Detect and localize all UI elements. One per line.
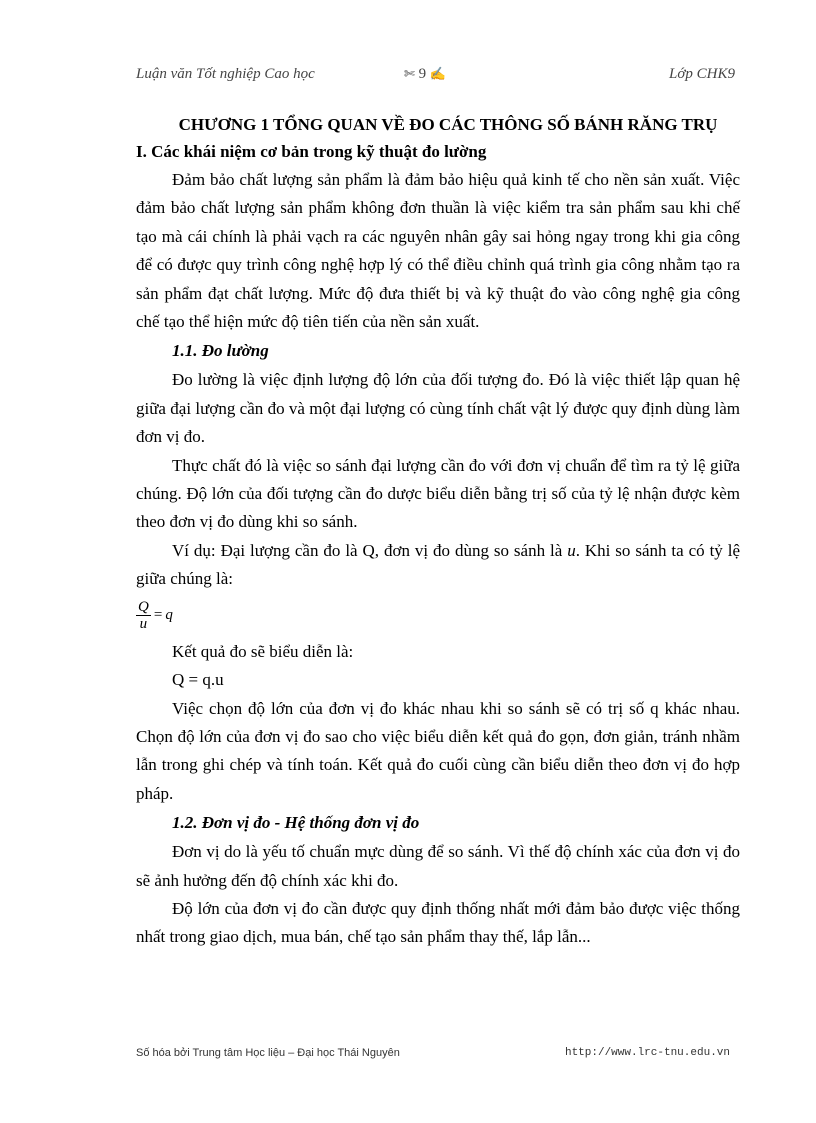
ratio-formula: [136, 594, 173, 638]
header-left-text: Luận văn Tốt nghiệp Cao học: [136, 66, 315, 82]
footer-left-text: Số hóa bởi Trung tâm Học liệu – Đại học Thái Nguyên: [136, 1047, 400, 1059]
header-page-number: [404, 66, 446, 83]
footer-url: http://www.lrc-tnu.edu.vn: [564, 1047, 730, 1059]
chapter-title: CHƯƠNG 1 TỔNG QUAN VỀ ĐO CÁC THÔNG SỐ BÁNH RĂNG TRỤ: [178, 115, 718, 134]
paragraph-3: Thực chất đó là việc so sánh đại lượng cần đo với đơn vị chuẩn để tìm ra tỷ lệ giữa chúng. Độ lớn của đối tượng cần đo dược biểu diễn bằng trị số của tỷ lệ nhận được kèm theo đơn vị đo dùng khi so sánh.: [136, 455, 740, 532]
paragraph-8: Đơn vị do là yếu tố chuẩn mực dùng để so sánh. Vì thế độ chính xác của đơn vị đo sẽ ảnh hưởng đến độ chính xác khi đo.: [136, 842, 740, 890]
subsection-title-1-1: 1.1. Đo lường: [172, 341, 269, 361]
pencil-icon: ✍: [429, 66, 447, 81]
paragraph-4-b: . Khi so sánh ta có tỷ lệ giữa chúng là:: [136, 540, 740, 589]
paragraph-7: Việc chọn độ lớn của đơn vị đo khác nhau khi so sánh sẽ có trị số q khác nhau. Chọn độ lớn của đơn vị đo sao cho việc biểu diễn kết quả đo gọn, đơn giản, tránh nhầm lẫn trong ghi chép và tính toán. Kết quả đo cuối cùng cần biểu diễn theo đơn vị đo hợp pháp.: [136, 698, 740, 803]
page-number: 9: [418, 66, 427, 82]
formula-numerator: Q: [138, 599, 149, 616]
formula-denominator: u: [139, 616, 148, 633]
unit-symbol: u: [567, 540, 576, 560]
paragraph-4: [136, 537, 740, 594]
page-content: [136, 112, 740, 952]
section-title: I. Các khái niệm cơ bản trong kỹ thuật đo lường: [136, 142, 487, 161]
paragraph-6: Q = q.u: [172, 670, 224, 690]
header-right-text: Lớp CHK9: [669, 66, 735, 82]
paragraph-2: Đo lường là việc định lượng độ lớn của đối tượng đo. Đó là việc thiết lập quan hệ giữa đại lượng cần đo và một đại lượng có cùng tính chất vật lý được quy định dùng làm đơn vị đo.: [136, 370, 740, 447]
formula-equals: =: [153, 607, 163, 624]
paragraph-5: Kết quả đo sẽ biểu diễn là:: [172, 641, 354, 661]
scissors-icon: ✄: [404, 66, 415, 81]
paragraph-1: Đảm bảo chất lượng sản phẩm là đảm bảo hiệu quả kinh tế cho nền sản xuất. Việc đảm bảo chất lượng sản phẩm không đơn thuần là việc kiểm tra sản phẩm sau khi chế tạo mà cái chính là phải vạch ra các nguyên nhân gây sai hỏng ngay trong khi gia công để có được quy trình công nghệ hợp lý có thể điều chỉnh quá trình gia công nhằm tạo ra sản phẩm đạt chất lượng. Mức độ đưa thiết bị và kỹ thuật đo vào công nghệ gia công chế tạo thể hiện mức độ tiên tiến của nền sản xuất.: [136, 170, 740, 332]
paragraph-9: Độ lớn của đơn vị đo cần được quy định thống nhất mới đảm bảo được việc thống nhất trong giao dịch, mua bán, chế tạo sản phẩm thay thế, lắp lẫn...: [136, 898, 740, 947]
paragraph-4-a: Ví dụ: Đại lượng cần đo là Q, đơn vị đo dùng so sánh là: [172, 540, 568, 560]
formula-rhs: q: [165, 607, 173, 624]
subsection-title-1-2: 1.2. Đơn vị đo - Hệ thống đơn vị đo: [172, 813, 420, 833]
